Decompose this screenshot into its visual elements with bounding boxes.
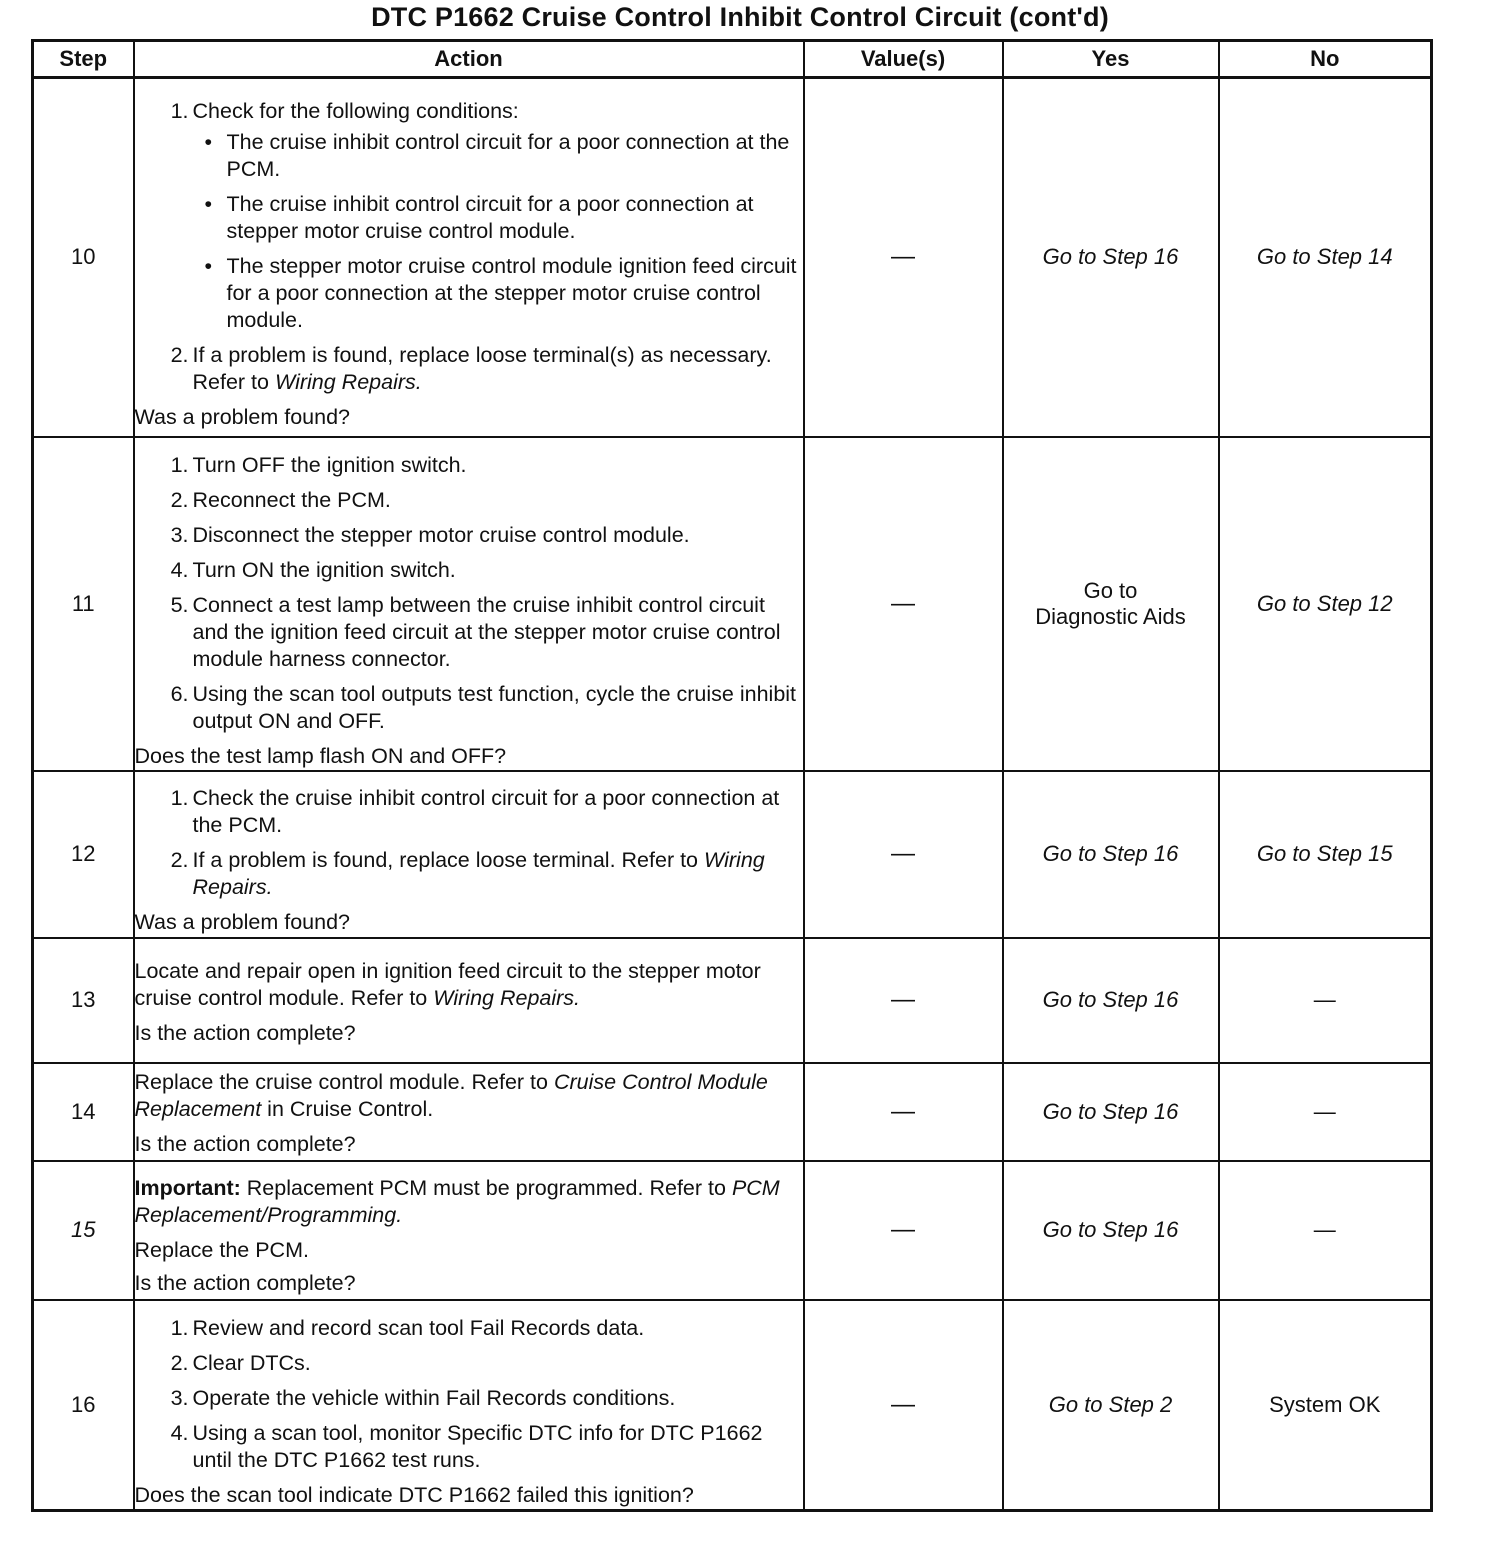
item-number: 4.	[170, 1420, 189, 1445]
item-text: Check the cruise inhibit control circuit for a poor connection at the PCM.	[192, 785, 780, 837]
value-cell: —	[804, 78, 1003, 437]
question: Is the action complete?	[134, 1132, 356, 1156]
item-text: Connect a test lamp between the cruise inhibit control circuit and the ignition feed circuit at the stepper motor cruise control module harness connector.	[192, 592, 781, 671]
step-number: 11	[33, 437, 134, 771]
item-text: Replacement PCM must be programmed. Refer to	[246, 1176, 726, 1200]
item-number: 2.	[170, 847, 189, 872]
item-text: in Cruise Control.	[267, 1097, 434, 1121]
item-text: Check for the following conditions:	[192, 98, 519, 123]
action-text: Replace the PCM.	[134, 1238, 309, 1262]
action-cell	[134, 771, 804, 938]
table-row	[33, 1300, 1432, 1511]
header-step: Step	[33, 41, 134, 78]
item-number: 1.	[170, 98, 189, 123]
item-text: Operate the vehicle within Fail Records conditions.	[192, 1385, 676, 1410]
bullet-text: The cruise inhibit control circuit for a poor connection at stepper motor cruise control module.	[226, 191, 754, 243]
no-cell: Go to Step 15	[1219, 771, 1432, 938]
step-number: 13	[33, 938, 134, 1063]
list-item	[159, 487, 803, 514]
no-cell: —	[1219, 1161, 1432, 1300]
action-list	[135, 98, 803, 396]
question: Was a problem found?	[134, 909, 351, 934]
reference-link: Wiring Repairs.	[433, 985, 581, 1010]
table-row	[33, 1161, 1432, 1300]
list-item	[159, 681, 803, 735]
bullet-text: The stepper motor cruise control module ignition feed circuit for a poor connection at the stepper motor cruise control module.	[226, 253, 797, 332]
yes-cell: Go to Step 16	[1003, 938, 1219, 1063]
item-number: 3.	[170, 522, 189, 547]
important-label: Important:	[134, 1176, 241, 1200]
diagnostic-table	[31, 39, 1433, 1512]
value-cell: —	[804, 771, 1003, 938]
item-number: 5.	[170, 592, 189, 617]
item-number: 1.	[170, 452, 189, 477]
step-number: 12	[33, 771, 134, 938]
item-text: Using a scan tool, monitor Specific DTC info for DTC P1662 until the DTC P1662 test runs.	[192, 1420, 763, 1472]
action-cell	[134, 78, 804, 437]
step-number: 14	[33, 1063, 134, 1161]
reference-link: Wiring Repairs.	[274, 369, 422, 394]
action-text	[135, 958, 803, 1012]
item-text: Locate and repair open in ignition feed circuit to the stepper motor cruise control module. Refer to	[134, 958, 761, 1010]
table-row	[33, 437, 1432, 771]
item-text: If a problem is found, replace loose terminal. Refer to	[192, 847, 699, 872]
page-title: DTC P1662 Cruise Control Inhibit Control Circuit (cont'd)	[371, 2, 1109, 32]
question: Is the action complete?	[134, 1271, 356, 1295]
question: Is the action complete?	[134, 1020, 356, 1045]
item-number: 6.	[170, 681, 189, 706]
item-text: Clear DTCs.	[192, 1350, 311, 1375]
reference-link: PCM Replacement/Programming.	[134, 1176, 780, 1227]
step-number: 16	[33, 1300, 134, 1511]
question: Does the scan tool indicate DTC P1662 failed this ignition?	[134, 1482, 694, 1507]
reference-link: Cruise Control Module Replacement	[134, 1070, 768, 1121]
question: Was a problem found?	[134, 404, 351, 429]
item-number: 2.	[170, 487, 189, 512]
yes-cell: Go to Step 16	[1003, 1063, 1219, 1161]
header-yes: Yes	[1003, 41, 1219, 78]
yes-cell	[1003, 437, 1219, 771]
item-number: 4.	[170, 557, 189, 582]
action-cell	[134, 938, 804, 1063]
list-item	[159, 1385, 803, 1412]
important-note	[135, 1175, 803, 1229]
bullet-list	[193, 129, 803, 334]
item-text: Replace the cruise control module. Refer to	[134, 1070, 548, 1094]
list-item	[159, 98, 803, 334]
header-no: No	[1219, 41, 1432, 78]
list-item	[159, 557, 803, 584]
table-row	[33, 1063, 1432, 1161]
action-text	[135, 1069, 803, 1123]
item-text: Disconnect the stepper motor cruise control module.	[192, 522, 690, 547]
value-cell: —	[804, 938, 1003, 1063]
list-item	[159, 452, 803, 479]
no-cell: Go to Step 12	[1219, 437, 1432, 771]
step-number: 10	[33, 78, 134, 437]
list-item	[159, 785, 803, 839]
no-cell: Go to Step 14	[1219, 78, 1432, 437]
no-cell: System OK	[1219, 1300, 1432, 1511]
bullet-item: • The cruise inhibit control circuit for a poor connection at stepper motor cruise control module.	[204, 191, 754, 243]
action-list	[135, 1315, 803, 1474]
yes-line-2: Diagnostic Aids	[1035, 603, 1186, 629]
item-number: 2.	[170, 1350, 189, 1375]
question: Does the test lamp flash ON and OFF?	[134, 743, 507, 768]
list-item	[159, 522, 803, 549]
yes-cell: Go to Step 16	[1003, 771, 1219, 938]
list-item	[159, 1420, 803, 1474]
list-item	[159, 847, 803, 901]
value-cell: —	[804, 1300, 1003, 1511]
reference-link: Wiring Repairs.	[192, 847, 765, 899]
list-item	[159, 342, 803, 396]
item-text: Review and record scan tool Fail Records data.	[192, 1315, 645, 1340]
yes-cell: Go to Step 16	[1003, 78, 1219, 437]
item-number: 2.	[170, 342, 189, 367]
item-text: If a problem is found, replace loose terminal(s) as necessary. Refer to	[192, 342, 772, 394]
action-cell	[134, 1161, 804, 1300]
list-item	[159, 1315, 803, 1342]
action-cell	[134, 1300, 804, 1511]
no-cell: —	[1219, 1063, 1432, 1161]
table-row	[33, 938, 1432, 1063]
item-number: 1.	[170, 785, 189, 810]
header-action: Action	[134, 41, 804, 78]
yes-line-1: Go to	[1083, 577, 1138, 603]
item-text: Turn ON the ignition switch.	[192, 557, 456, 582]
header-values: Value(s)	[804, 41, 1003, 78]
table-row	[33, 78, 1432, 437]
item-text: Reconnect the PCM.	[192, 487, 391, 512]
step-number: 15	[33, 1161, 134, 1300]
value-cell: —	[804, 437, 1003, 771]
item-number: 1.	[170, 1315, 189, 1340]
item-number: 3.	[170, 1385, 189, 1410]
no-cell: —	[1219, 938, 1432, 1063]
table-row	[33, 771, 1432, 938]
item-text: Turn OFF the ignition switch.	[192, 452, 467, 477]
list-item	[159, 1350, 803, 1377]
action-list	[135, 452, 803, 735]
action-cell	[134, 437, 804, 771]
yes-cell: Go to Step 2	[1003, 1300, 1219, 1511]
value-cell: —	[804, 1063, 1003, 1161]
action-list	[135, 785, 803, 901]
list-item	[159, 592, 803, 673]
item-text: Using the scan tool outputs test function, cycle the cruise inhibit output ON and OFF.	[192, 681, 797, 733]
yes-cell: Go to Step 16	[1003, 1161, 1219, 1300]
bullet-text: The cruise inhibit control circuit for a poor connection at the PCM.	[226, 129, 790, 181]
bullet-item: • The cruise inhibit control circuit for a poor connection at the PCM.	[204, 129, 790, 181]
action-cell	[134, 1063, 804, 1161]
header-row	[33, 41, 1432, 78]
bullet-item: • The stepper motor cruise control module ignition feed circuit for a poor connection at the stepper motor cruise control module.	[204, 253, 797, 332]
value-cell: —	[804, 1161, 1003, 1300]
